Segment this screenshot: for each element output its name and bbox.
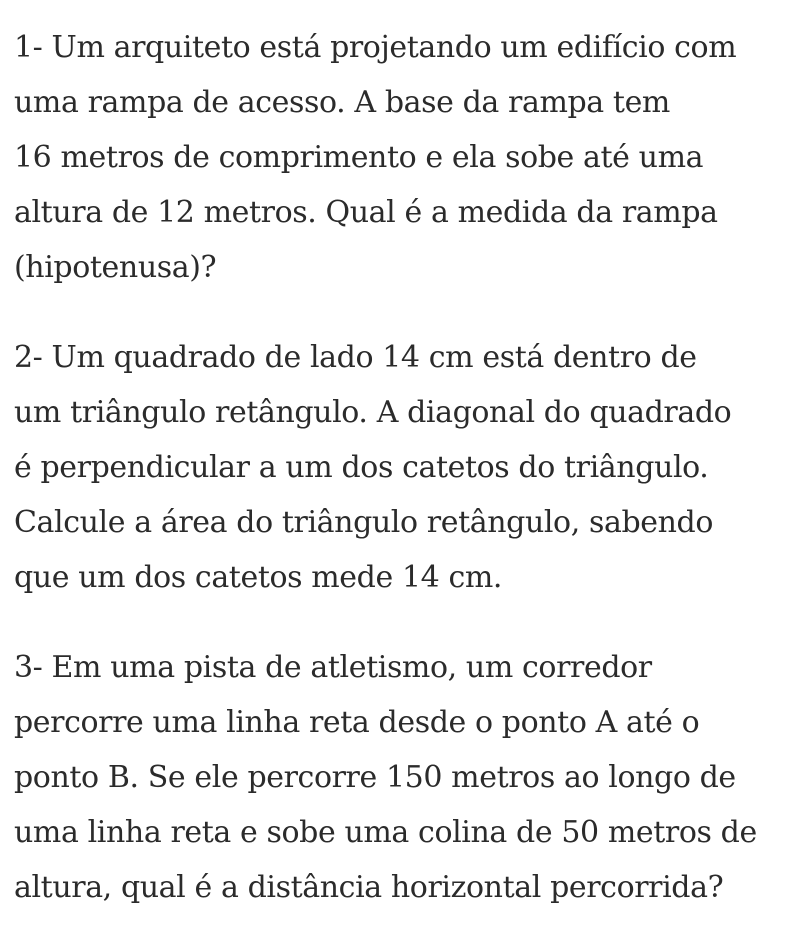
question-1-line-2: uma rampa de acesso. A base da rampa tem [14,85,670,120]
question-1-line-4: altura de 12 metros. Qual é a medida da rampa [14,195,718,230]
question-2-line-4: Calcule a área do triângulo retângulo, sabendo [14,505,714,540]
question-3-line-5: altura, qual é a distância horizontal percorrida? [14,870,724,905]
question-2 [14,330,731,605]
question-2-line-3: é perpendicular a um dos catetos do triângulo. [14,450,709,485]
question-1-line-3: 16 metros de comprimento e ela sobe até uma [14,140,704,175]
question-3-line-4: uma linha reta e sobe uma colina de 50 metros de [14,815,757,850]
question-1-line-1: 1- Um arquiteto está projetando um edifício com [14,30,737,65]
question-1 [14,20,736,295]
question-3-line-2: percorre uma linha reta desde o ponto A até o [14,705,700,740]
question-3-line-3: ponto B. Se ele percorre 150 metros ao longo de [14,760,736,795]
question-3 [14,640,757,915]
question-1-line-5: (hipotenusa)? [14,250,217,285]
question-2-line-5: que um dos catetos mede 14 cm. [14,560,503,595]
question-2-line-2: um triângulo retângulo. A diagonal do quadrado [14,395,732,430]
question-2-line-1: 2- Um quadrado de lado 14 cm está dentro de [14,340,697,375]
question-3-line-1: 3- Em uma pista de atletismo, um corredor [14,650,652,685]
